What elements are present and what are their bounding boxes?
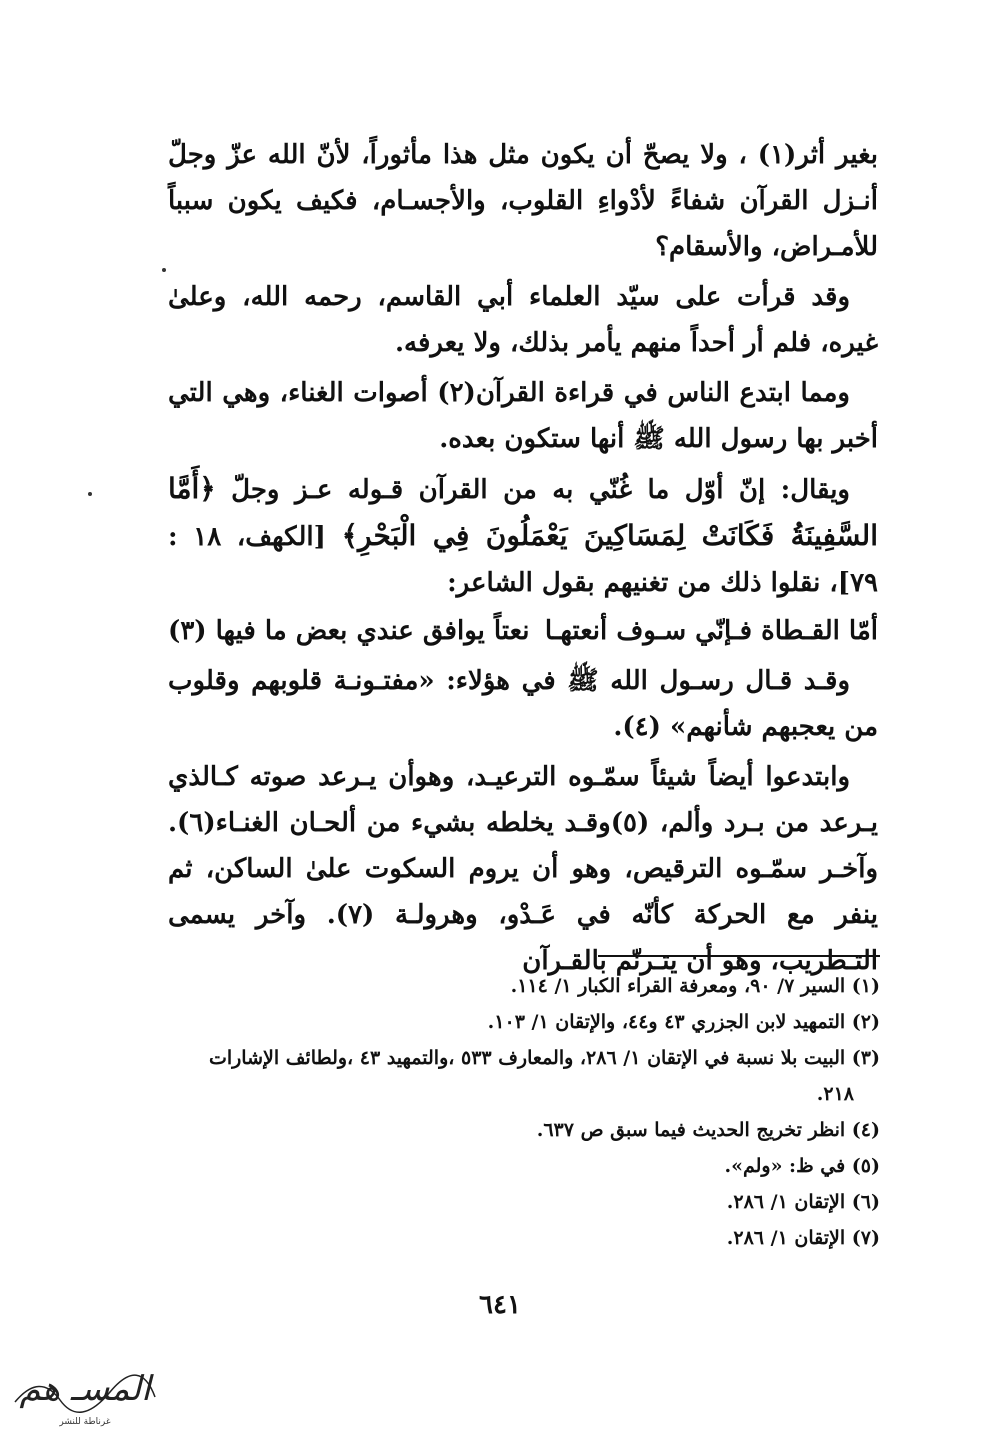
poem-verse: [168, 608, 878, 654]
watermark-logo: [0, 1352, 170, 1432]
footnote-5: (٥) في ظ: «ولم».: [724, 1155, 880, 1177]
footnotes: [150, 968, 880, 1256]
watermark-subtext: غرناطة للنشر: [59, 1417, 111, 1427]
stray-mark: [88, 492, 92, 496]
footnote-6: (٦) الإتقان ١/ ٢٨٦.: [726, 1191, 880, 1213]
footnote-1: (١) السير ٧/ ٩٠، ومعرفة القراء الكبار ١/ ١١٤.: [510, 975, 880, 997]
page-number: ٦٤١: [479, 1290, 521, 1320]
paragraph-4-intro: ويقال: إنّ أوّل ما غُنّي به من القرآن قـوله عـز وجلّ: [231, 475, 850, 505]
paragraph-1: بغير أثر(١) ، ولا يصحّ أن يكون مثل هذا مأثوراً، لأنّ الله عزّ وجلّ أنـزل القرآن شفاءً لأدْواءِ القلوب، والأجسـام، فكيف يكون سبباً للأمـراض، والأسقام؟: [168, 140, 878, 262]
footnote-3-continuation: ٢١٨.: [816, 1083, 854, 1105]
footnote-4: (٤) انظر تخريج الحديث فيما سبق ص ٦٣٧.: [536, 1119, 880, 1141]
paragraph-6: وابتدعوا أيضاً شيئاً سمّـوه الترعيـد، وهوأن يـرعد صوته كـالذي يـرعد من بـرد وألم، (٥)وقـد يخلطه بشيء من ألحـان الغنـاء(٦). وآخـر سمّـوه الترقيص، وهو أن يروم السكوت علىٰ الساكن، ثم ينفر مع الحركة كأنّه في عَـدْو، وهرولـة (٧). وآخر يسمى التـطريب، وهو أن يتـرنّم بالقـرآن: [168, 762, 878, 976]
quran-verse: ﴿أَمَّا السَّفِينَةُ فَكَانَتْ لِمَسَاكِينَ يَعْمَلُونَ فِي الْبَحْرِ﴾: [168, 472, 878, 552]
footnote-2: (٢) التمهيد لابن الجزري ٤٣ و٤٤، والإتقان ١/ ١٠٣.: [487, 1011, 880, 1033]
verse-first-hemistich: أمّا القـطاة فـإنّي سـوف أنعتهـا: [544, 616, 878, 646]
footnote-divider: [598, 955, 880, 957]
quran-citation: [الكهف، ١٨ : ٧٩]، نقلوا ذلك من تغنيهم بقول الشاعر:: [168, 522, 878, 598]
footnote-7: (٧) الإتقان ١/ ٢٨٦.: [726, 1227, 880, 1249]
paragraph-4: [168, 466, 878, 606]
verse-second-hemistich: نعتاً يوافق عندي بعض ما فيها (٣): [168, 616, 530, 646]
footnote-3: (٣) البيت بلا نسبة في الإتقان ١/ ٢٨٦، والمعارف ٥٣٣ ،والتمهيد ٤٣ ،ولطائف الإشارات: [208, 1047, 880, 1069]
paragraph-2: وقد قرأت على سيّد العلماء أبي القاسم، رحمه الله، وعلىٰ غيره، فلم أر أحداً منهم يأمر بذلك، ولا يعرفه.: [168, 282, 878, 358]
main-text: [168, 132, 878, 984]
watermark-text: المسـ هم: [19, 1369, 151, 1409]
stray-mark: [162, 268, 166, 272]
paragraph-5: وقـد قـال رسـول الله ﷺ في هؤلاء: «مفتـونـة قلوبهم وقلوب من يعجبهم شأنهم» (٤).: [168, 666, 878, 742]
paragraph-3: ومما ابتدع الناس في قراءة القرآن(٢) أصوات الغناء، وهي التي أخبر بها رسول الله ﷺ أنها ستكون بعده.: [168, 378, 878, 454]
